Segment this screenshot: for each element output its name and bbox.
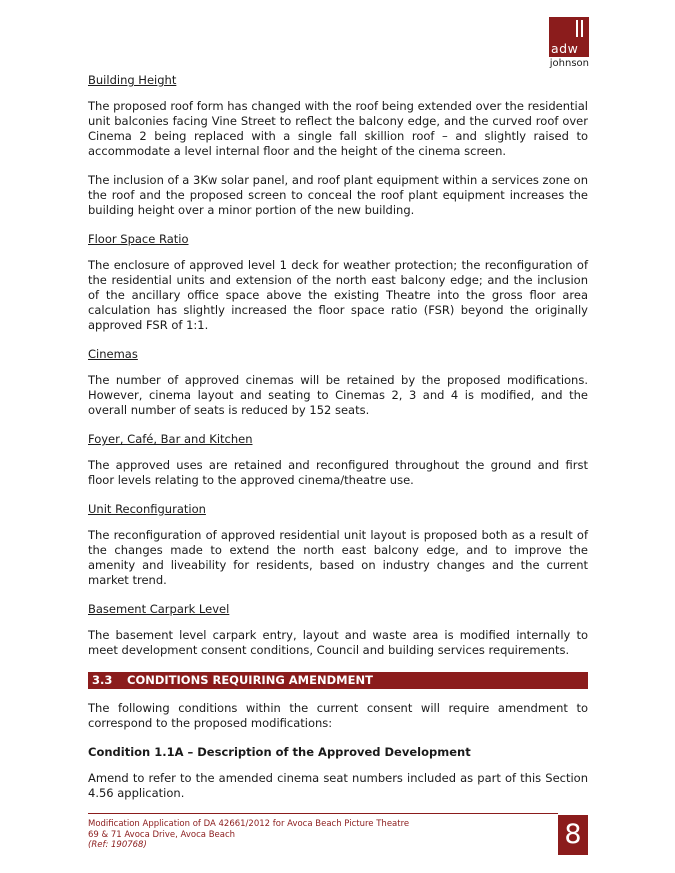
section-paragraph: The approved uses are retained and reconfigured throughout the ground and first floor levels relating to the approved cinema/theatre use. <box>88 458 588 487</box>
section-paragraph: The inclusion of a 3Kw solar panel, and roof plant equipment within a services zone on the roof and the proposed screen to conceal the roof plant equipment increases the building height over a minor portion of the new building. <box>88 173 588 217</box>
section-paragraph: The reconfiguration of approved residential unit layout is proposed both as a result of the changes made to extend the north east balcony edge, and to improve the amenity and liveability for residents, based on industry changes and the current market trend. <box>88 528 588 587</box>
section-floor-space-ratio <box>88 232 588 333</box>
footer-line-project: Modification Application of DA 42661/2012 for Avoca Beach Picture Theatre <box>88 819 410 829</box>
section-foyer-cafe-bar-kitchen <box>88 432 588 488</box>
section-basement-carpark <box>88 602 588 658</box>
company-logo <box>549 17 589 70</box>
section-unit-reconfiguration <box>88 502 588 588</box>
section-paragraph: The proposed roof form has changed with the roof being extended over the residential unit balconies facing Vine Street to reflect the balcony edge, and the curved roof over Cinema 2 being replaced with a single fall skillion roof – and slightly raised to accommodate a level internal floor and the height of the cinema screen. <box>88 99 588 158</box>
section-heading: Cinemas <box>88 347 138 361</box>
logo-wordmark: johnson <box>549 58 589 69</box>
footer-rule <box>88 813 558 814</box>
section-heading: Basement Carpark Level <box>88 602 230 616</box>
condition-heading: Condition 1.1A – Description of the Approved Development <box>88 745 471 759</box>
banner-number: 3.3 <box>92 673 113 687</box>
footer-line-ref: (Ref: 190768) <box>88 840 147 850</box>
footer-line-address: 69 & 71 Avoca Drive, Avoca Beach <box>88 829 236 840</box>
logo-letters: adw <box>551 41 579 56</box>
logo-bars <box>576 20 583 37</box>
banner-title: CONDITIONS REQUIRING AMENDMENT <box>127 673 373 687</box>
section-paragraph: The enclosure of approved level 1 deck for weather protection; the reconfiguration of the residential units and extension of the north east balcony edge; and the inclusion of the ancillary office space above the existing Theatre into the gross floor area calculation has slightly increased the floor space ratio (FSR) beyond the originally approved FSR of 1:1. <box>88 258 588 332</box>
section-cinemas <box>88 347 588 418</box>
footer-text <box>88 819 409 851</box>
condition-text: Amend to refer to the amended cinema seat numbers included as part of this Section 4.56 application. <box>88 771 588 800</box>
section-paragraph: The number of approved cinemas will be retained by the proposed modifications. However, cinema layout and seating to Cinemas 2, 3 and 4 is modified, and the overall number of seats is reduced by 152 seats. <box>88 373 588 417</box>
section-paragraph: The basement level carpark entry, layout and waste area is modified internally to meet development consent conditions, Council and building services requirements. <box>88 628 588 657</box>
section-building-height <box>88 73 588 218</box>
section-heading: Building Height <box>88 73 177 87</box>
logo-mark <box>549 17 589 57</box>
section-heading: Unit Reconfiguration <box>88 502 206 516</box>
page-number: 8 <box>558 815 588 855</box>
document-body <box>88 73 588 815</box>
section-heading: Foyer, Café, Bar and Kitchen <box>88 432 253 446</box>
section-banner <box>88 672 588 689</box>
section-heading: Floor Space Ratio <box>88 232 189 246</box>
conditions-intro: The following conditions within the current consent will require amendment to correspond to the proposed modifications: <box>88 701 588 730</box>
